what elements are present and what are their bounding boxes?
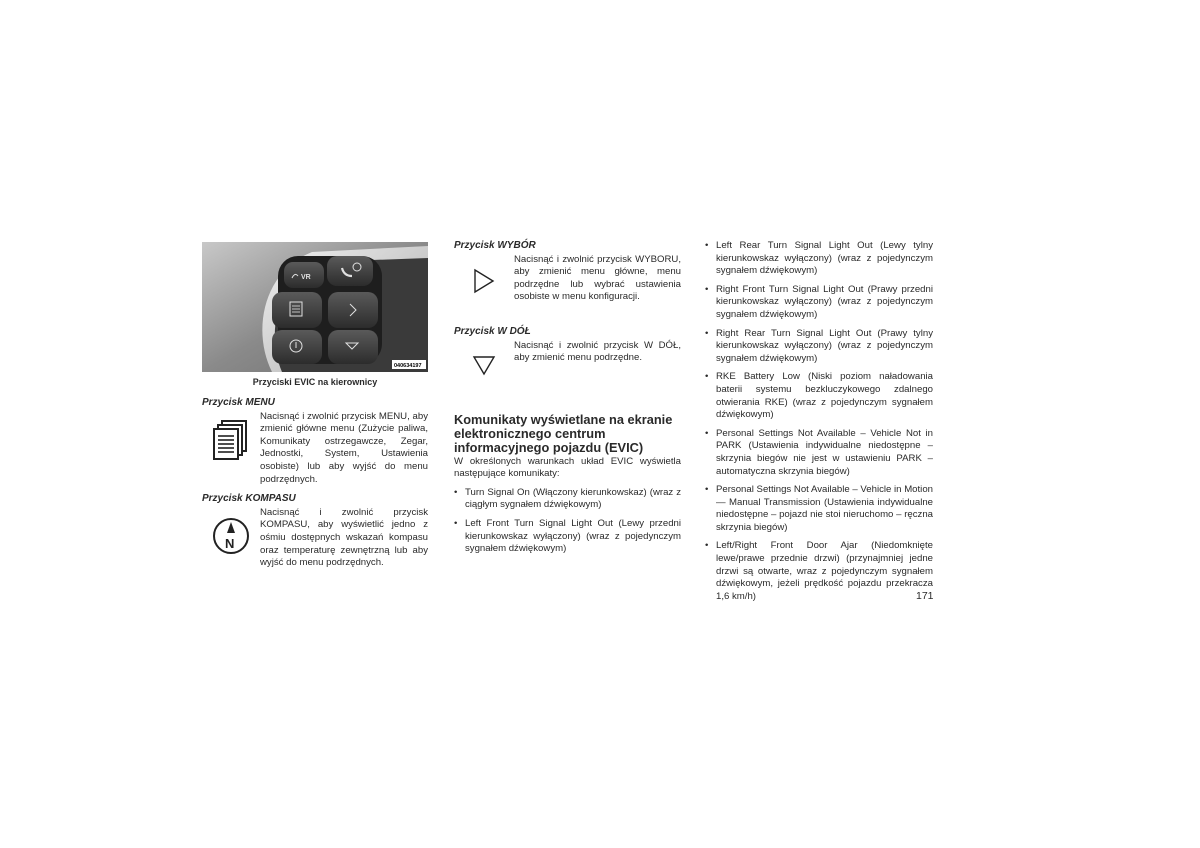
page-number: 171 xyxy=(916,590,934,602)
triangle-right-icon xyxy=(472,268,496,294)
select-heading: Przycisk WYBÓR xyxy=(454,240,536,251)
down-heading: Przycisk W DÓŁ xyxy=(454,325,531,337)
list-item: • Personal Settings Not Available – Vehicle Not in PARK (Ustawienia indywidualne niedostępne – skrzynia biegów nie jest w ustawieniu PARK – automatyczna skrzynia biegów) xyxy=(705,428,933,478)
select-text: Nacisnąć i zwolnić przycisk WYBORU, aby zmienić menu główne, menu podrzędne lub wybrać ustawienia osobiste w menu konfiguracji. xyxy=(514,253,681,303)
messages-intro: W określonych warunkach układ EVIC wyświetla następujące komunikaty: xyxy=(454,455,681,480)
menu-heading: Przycisk MENU xyxy=(202,397,275,408)
compass-letter: N xyxy=(225,535,235,551)
compass-text: Nacisnąć i zwolnić przycisk KOMPASU, aby wyświetlić jedno z ośmiu dostępnych wskazań kompasu oraz temperaturę zewnętrzną lub aby wyjść do menu podrzędnych. xyxy=(260,506,428,569)
select-block xyxy=(454,254,681,304)
list-item: • Turn Signal On (Włączony kierunkowskaz) (wraz z ciągłym sygnałem dźwiękowym) xyxy=(454,487,681,512)
list-item: • Right Rear Turn Signal Light Out (Prawy tylny kierunkowskaz wyłączony) (wraz z pojedynczym sygnałem dźwiękowym) xyxy=(705,328,933,366)
column-middle xyxy=(454,240,681,562)
menu-block xyxy=(202,411,428,487)
down-text: Nacisnąć i zwolnić przycisk W DÓŁ, aby zmienić menu podrzędne. xyxy=(514,339,681,364)
steering-wheel-illustration xyxy=(202,242,428,372)
list-item: • Personal Settings Not Available – Vehicle in Motion — Manual Transmission (Ustawienia indywidualne niedostępne – pojazd nie stoi nieruchomo – ręczna skrzynia biegów) xyxy=(705,484,933,534)
menu-documents-icon xyxy=(212,419,250,461)
list-item: • RKE Battery Low (Niski poziom naładowania baterii systemu bezkluczykowego zdalnego otwierania RKE) (wraz z pojedynczym sygnałem dźwiękowym) xyxy=(705,371,933,421)
list-item: • Left/Right Front Door Ajar (Niedomknięte lewe/prawe przednie drzwi) (przynajmniej jedne drzwi są otwarte, wraz z pojedynczym sygnałem dźwiękowym, jeżeli prędkość pojazdu przekracza 1,6 km/h) xyxy=(705,540,933,603)
list-item: • Left Front Turn Signal Light Out (Lewy przedni kierunkowskaz wyłączony) (wraz z pojedynczym sygnałem dźwiękowym) xyxy=(454,518,681,556)
compass-heading: Przycisk KOMPASU xyxy=(202,493,296,505)
figure-code: 040634197 xyxy=(394,363,422,369)
messages-list-2 xyxy=(705,240,933,603)
triangle-down-icon xyxy=(472,354,496,376)
evic-buttons-photo xyxy=(202,242,428,372)
vr-label: VR xyxy=(301,274,311,281)
compass-block xyxy=(202,507,428,570)
list-item: • Left Rear Turn Signal Light Out (Lewy tylny kierunkowskaz wyłączony) (wraz z pojedynczym sygnałem dźwiękowym) xyxy=(705,240,933,278)
column-left xyxy=(202,397,428,570)
compass-icon xyxy=(212,517,250,555)
messages-heading: Komunikaty wyświetlane na ekranie elektronicznego centrum informacyjnego pojazdu (EVIC) xyxy=(454,411,673,455)
down-block xyxy=(454,340,681,376)
menu-text: Nacisnąć i zwolnić przycisk MENU, aby zmienić główne menu (Zużycie paliwa, Komunikaty ostrzegawcze, Zegar, Jednostki, System, Ustawienia osobiste) lub aby wyjść do menu podrzędnych. xyxy=(260,410,428,485)
column-right xyxy=(705,240,933,609)
figure-caption: Przyciski EVIC na kierownicy xyxy=(252,377,378,387)
list-item: • Right Front Turn Signal Light Out (Prawy przedni kierunkowskaz wyłączony) (wraz z pojedynczym sygnałem dźwiękowym) xyxy=(705,284,933,322)
messages-list-1 xyxy=(454,487,681,556)
